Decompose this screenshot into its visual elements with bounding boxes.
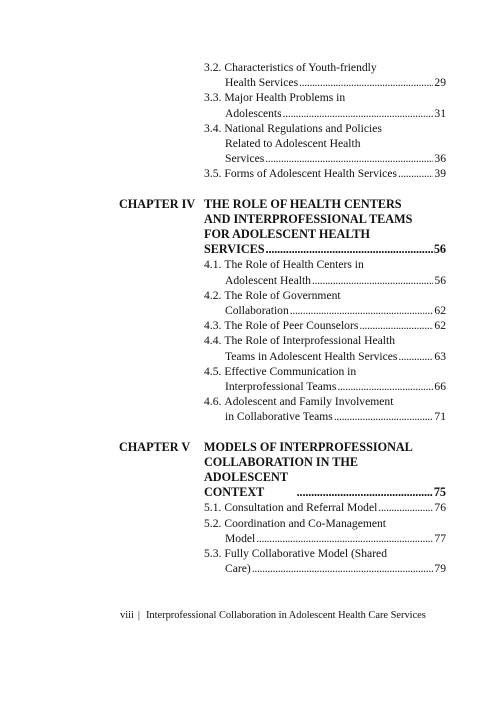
- entry-page-number: 36: [434, 152, 446, 166]
- toc-entry: [204, 516, 446, 546]
- toc-entry: [204, 90, 446, 120]
- entry-page-number: 79: [434, 562, 446, 576]
- toc-entry: [204, 546, 446, 576]
- entry-line: [204, 121, 446, 136]
- entry-text: Teams in Adolescent Health Services: [225, 349, 398, 363]
- entry-page-number: 29: [434, 76, 446, 90]
- entry-text: Related to Adolescent Health: [225, 137, 361, 151]
- entry-line: [204, 151, 446, 166]
- dot-leader: [265, 151, 433, 166]
- entry-line: [204, 561, 446, 576]
- chapter-title-line: FOR ADOLESCENT HEALTH: [204, 227, 370, 242]
- dot-leader: [398, 166, 433, 181]
- entry-text: Care): [225, 562, 251, 576]
- dot-leader: [266, 242, 433, 257]
- dot-leader: [398, 349, 433, 364]
- entry-page-number: 76: [434, 501, 446, 515]
- entry-text: Adolescents: [225, 106, 282, 120]
- entry-line: [204, 318, 446, 333]
- entry-text: Collaboration: [225, 304, 289, 318]
- entry-text: Major Health Problems in: [224, 91, 346, 105]
- entry-text: The Role of Government: [224, 288, 341, 302]
- entry-text: Adolescent Health: [225, 273, 311, 287]
- entry-number: 5.3.: [204, 547, 222, 561]
- entry-text: The Role of Health Centers in: [224, 258, 364, 272]
- chapter-title-line: THE ROLE OF HEALTH CENTERS: [204, 196, 402, 211]
- chapter-label: CHAPTER V: [119, 439, 191, 454]
- entry-number: 3.5.: [204, 167, 222, 181]
- dot-leader: [297, 485, 433, 500]
- toc-entry: [204, 60, 446, 90]
- chapter-5: [119, 439, 446, 577]
- chapter-title-text: ADOLESCENT CONTEXT: [204, 470, 288, 500]
- toc-entry: [204, 394, 446, 424]
- page-footer: [120, 610, 426, 621]
- entry-number: 4.3.: [204, 319, 222, 333]
- entry-line: [204, 349, 446, 364]
- entry-page-number: 56: [434, 273, 446, 287]
- entry-number: 3.3.: [204, 91, 222, 105]
- chapter-title-line: AND INTERPROFESSIONAL TEAMS: [204, 211, 413, 226]
- entry-text: Model: [225, 531, 256, 545]
- entry-line: [204, 303, 446, 318]
- entry-line: [204, 546, 446, 561]
- dot-leader: [337, 379, 433, 394]
- dot-leader: [312, 273, 433, 288]
- chapter-title: [204, 197, 446, 258]
- dot-leader: [252, 561, 434, 576]
- entry-line: [204, 379, 446, 394]
- toc-entry: [204, 500, 446, 515]
- chapter-title: [204, 440, 446, 501]
- entry-text: Fully Collaborative Model (Shared: [224, 547, 387, 561]
- entry-text: Forms of Adolescent Health Services: [224, 167, 397, 181]
- entry-page-number: 66: [434, 380, 446, 394]
- entry-line: [204, 333, 446, 348]
- toc-entry: [204, 166, 446, 181]
- toc-entry: [204, 257, 446, 287]
- entry-page-number: 39: [434, 167, 446, 181]
- entry-number: 5.1.: [204, 501, 222, 515]
- entry-line: [204, 75, 446, 90]
- chapter-page-number: 56: [433, 242, 446, 257]
- toc-entry: [204, 288, 446, 318]
- chapter-title-text: SERVICES: [204, 242, 265, 257]
- dot-leader: [359, 318, 433, 333]
- chapter-4: [119, 196, 446, 425]
- toc-entry: [204, 318, 446, 333]
- entry-line: [204, 409, 446, 424]
- dot-leader: [378, 500, 433, 515]
- entry-number: 3.4.: [204, 121, 222, 135]
- entry-text: The Role of Interprofessional Health: [224, 334, 396, 348]
- entry-number: 4.2.: [204, 288, 222, 302]
- chapter-title-line: [204, 242, 446, 257]
- footer-page-number: viii: [120, 610, 134, 621]
- dot-leader: [256, 531, 433, 546]
- chapter-label: CHAPTER IV: [119, 196, 196, 211]
- entry-line: [204, 166, 446, 181]
- entry-line: [204, 394, 446, 409]
- toc-entry: [204, 333, 446, 363]
- entry-text: Effective Communication in: [224, 364, 357, 378]
- footer-separator: |: [137, 610, 140, 621]
- toc-entry: [204, 364, 446, 394]
- entry-line: [204, 531, 446, 546]
- chapter-title-line: COLLABORATION IN THE: [204, 454, 358, 469]
- entry-number: 4.4.: [204, 334, 222, 348]
- entry-text: National Regulations and Policies: [224, 121, 382, 135]
- entry-number: 4.1.: [204, 258, 222, 272]
- dot-leader: [334, 409, 434, 424]
- entry-page-number: 62: [434, 319, 446, 333]
- entry-line: [204, 60, 446, 75]
- entry-line: [204, 90, 446, 105]
- entry-text: Interprofessional Teams: [225, 380, 337, 394]
- entry-page-number: 71: [434, 410, 446, 424]
- dot-leader: [283, 106, 434, 121]
- entry-text: Consultation and Referral Model: [224, 501, 378, 515]
- entry-page-number: 77: [434, 531, 446, 545]
- entry-page-number: 63: [434, 349, 446, 363]
- entry-line: [204, 516, 446, 531]
- entry-line: [204, 273, 446, 288]
- entry-line: [204, 500, 446, 515]
- entry-text: Services: [225, 152, 265, 166]
- entry-text: Characteristics of Youth-friendly: [224, 61, 377, 74]
- entry-text: in Collaborative Teams: [225, 410, 333, 424]
- chapter-title-line: MODELS OF INTERPROFESSIONAL: [204, 439, 413, 454]
- entry-number: 5.2.: [204, 516, 222, 530]
- toc-entry: [204, 121, 446, 167]
- section-3-entries: [204, 60, 446, 182]
- entry-text: Coordination and Co-Management: [224, 516, 387, 530]
- entry-line: [204, 257, 446, 272]
- chapter-page-number: 75: [433, 485, 446, 500]
- entry-page-number: 31: [434, 106, 446, 120]
- entry-line: [204, 364, 446, 379]
- entry-text: Adolescent and Family Involvement: [224, 395, 394, 409]
- entry-line: [204, 288, 446, 303]
- entry-text: The Role of Peer Counselors: [224, 319, 359, 333]
- chapter-4-entries: [204, 257, 446, 424]
- entry-line: [204, 136, 446, 151]
- dot-leader: [290, 303, 434, 318]
- entry-number: 4.6.: [204, 395, 222, 409]
- entry-number: 3.2.: [204, 61, 222, 74]
- entry-text: Health Services: [225, 76, 299, 90]
- chapter-title-line: [204, 470, 446, 500]
- entry-number: 4.5.: [204, 364, 222, 378]
- chapter-5-entries: [204, 500, 446, 576]
- entry-line: [204, 106, 446, 121]
- entry-page-number: 62: [434, 304, 446, 318]
- dot-leader: [299, 75, 433, 90]
- table-of-contents: [119, 60, 446, 577]
- footer-book-title: Interprofessional Collaboration in Adolescent Health Care Services: [145, 610, 426, 621]
